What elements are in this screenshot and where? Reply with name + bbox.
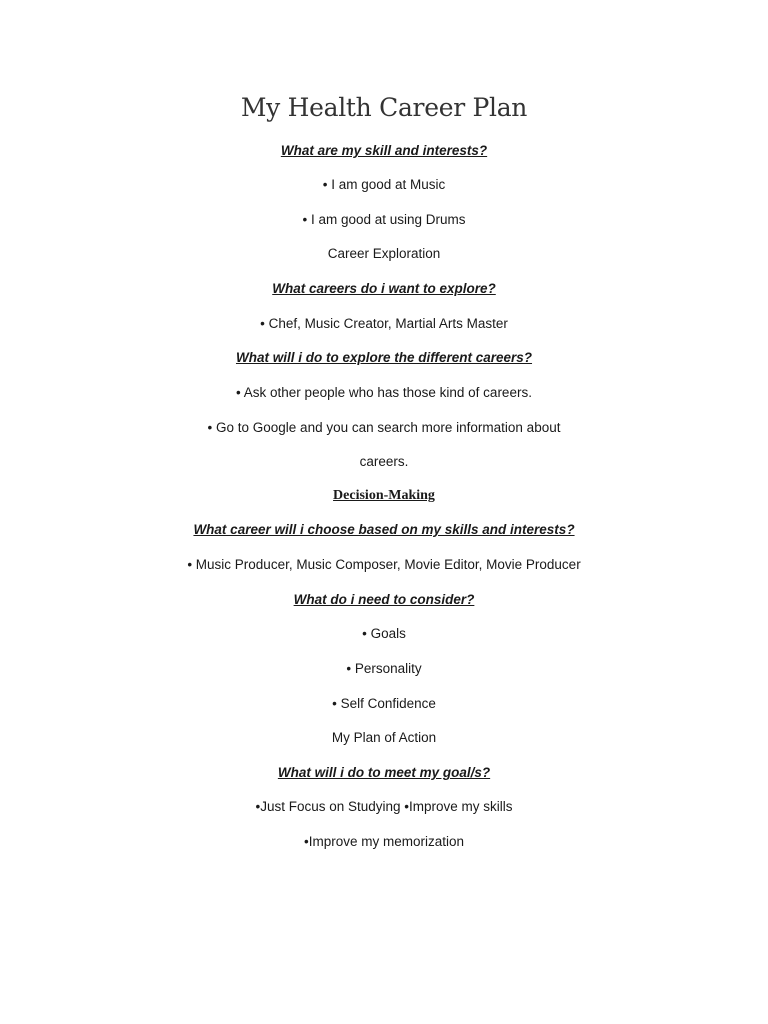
question-explore-how: What will i do to explore the different careers?: [235, 350, 533, 365]
list-item-skill-drums: • I am good at using Drums: [302, 212, 466, 227]
list-item-personality: • Personality: [346, 661, 422, 676]
list-item-google-search-cont: careers.: [359, 454, 409, 469]
list-item-skill-music: • I am good at Music: [322, 177, 446, 192]
question-choose-career: What career will i choose based on my skills and interests?: [193, 522, 575, 537]
list-item-ask-people: • Ask other people who has those kind of careers.: [236, 385, 532, 400]
list-item-explore-careers: • Chef, Music Creator, Martial Arts Master: [260, 316, 508, 331]
question-explore: What careers do i want to explore?: [272, 281, 496, 296]
page-title: My Health Career Plan: [240, 93, 528, 122]
section-heading-decision-making: Decision-Making: [333, 488, 435, 503]
list-item-self-confidence: • Self Confidence: [332, 696, 436, 711]
question-skills: What are my skill and interests?: [280, 143, 488, 158]
question-meet-goals: What will i do to meet my goal/s?: [277, 765, 491, 780]
section-heading-career-exploration: Career Exploration: [327, 246, 441, 261]
list-item-google-search: • Go to Google and you can search more information about: [207, 420, 561, 435]
list-item-focus-studying: •Just Focus on Studying •Improve my skills: [255, 799, 513, 814]
section-heading-plan-of-action: My Plan of Action: [331, 730, 437, 745]
list-item-memorization: •Improve my memorization: [303, 834, 465, 849]
list-item-chosen-careers: • Music Producer, Music Composer, Movie Editor, Movie Producer: [187, 557, 581, 572]
question-consider: What do i need to consider?: [293, 592, 475, 607]
list-item-goals: • Goals: [362, 626, 406, 641]
